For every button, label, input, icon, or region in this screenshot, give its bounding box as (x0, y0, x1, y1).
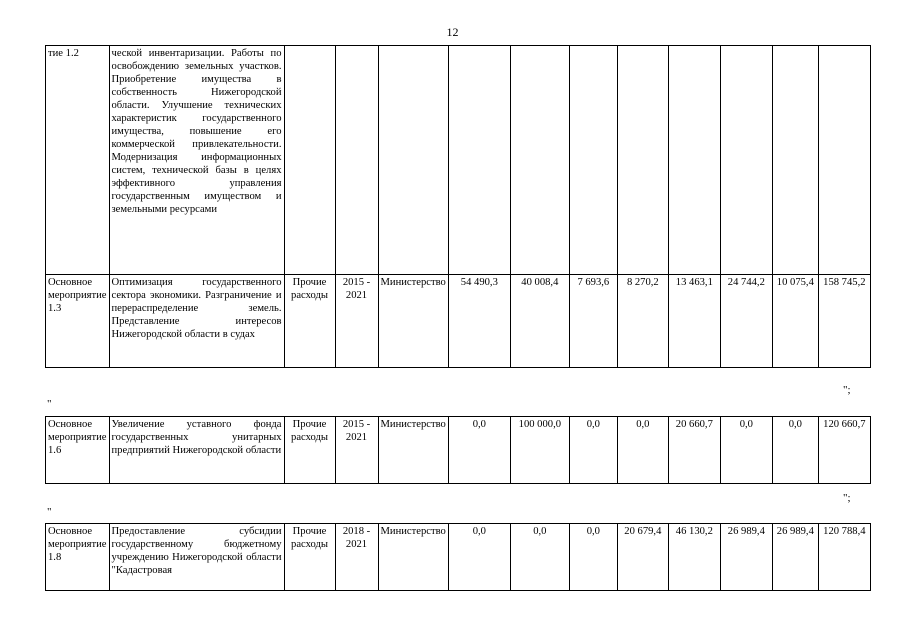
table-block-2 (45, 416, 871, 484)
total-cell: 158 745,2 (818, 275, 870, 368)
value-cell: 26 989,4 (720, 524, 772, 591)
measure-description-cell: ческой инвентаризации. Работы по освобождению земельных участков. Приобретение имущества в собственность Нижегородской области. Улучшение технических характеристик государственного имущества, повышение его коммерческой привлекательности. Модернизация информационных систем, технической базы в целях эффективного управления государственным имуществом и земельными ресурсами (109, 46, 284, 275)
value-cell: 20 660,7 (668, 417, 720, 484)
value-cell: 40 008,4 (510, 275, 569, 368)
value-cell: 0,0 (510, 524, 569, 591)
table-block-3 (45, 523, 871, 591)
measure-id-cell: Основное мероприятие 1.8 (46, 524, 110, 591)
value-cell: 0,0 (569, 417, 617, 484)
table-row (46, 275, 871, 368)
closing-quote: "; (843, 384, 851, 396)
value-cell: 54 490,3 (448, 275, 510, 368)
value-cell: 24 744,2 (720, 275, 772, 368)
period-cell: 2018 - 2021 (335, 524, 378, 591)
value-cell: 0,0 (448, 524, 510, 591)
executor-cell: Министерство (378, 275, 448, 368)
table-row (46, 417, 871, 484)
measure-description-cell: Увеличение уставного фонда государственных унитарных предприятий Нижегородской области (109, 417, 284, 484)
value-cell: 100 000,0 (510, 417, 569, 484)
executor-cell: Министерство (378, 524, 448, 591)
value-cell: 10 075,4 (772, 275, 818, 368)
measure-description-cell: Оптимизация государственного сектора экономики. Разграничение и перераспределение земель. Представление интересов Нижегородской области в судах (109, 275, 284, 368)
value-cell: 0,0 (569, 524, 617, 591)
value-cell: 0,0 (448, 417, 510, 484)
measure-id-cell: Основное мероприятие 1.6 (46, 417, 110, 484)
opening-quote: " (47, 398, 52, 410)
value-cell: 20 679,4 (617, 524, 668, 591)
value-cell: 0,0 (617, 417, 668, 484)
measure-description-cell: Предоставление субсидии государственному бюджетному учреждению Нижегородской области "Кадастровая (109, 524, 284, 591)
total-cell: 120 660,7 (818, 417, 870, 484)
executor-cell: Министерство (378, 417, 448, 484)
value-cell: 0,0 (720, 417, 772, 484)
value-cell: 46 130,2 (668, 524, 720, 591)
closing-quote: "; (843, 492, 851, 504)
expense-type-cell: Прочие расходы (284, 524, 335, 591)
measure-id-cell: Основное мероприятие 1.3 (46, 275, 110, 368)
value-cell: 7 693,6 (569, 275, 617, 368)
expense-type-cell: Прочие расходы (284, 275, 335, 368)
value-cell: 26 989,4 (772, 524, 818, 591)
value-cell: 13 463,1 (668, 275, 720, 368)
period-cell: 2015 - 2021 (335, 275, 378, 368)
expense-type-cell: Прочие расходы (284, 417, 335, 484)
period-cell: 2015 - 2021 (335, 417, 378, 484)
value-cell: 8 270,2 (617, 275, 668, 368)
opening-quote: " (47, 506, 52, 518)
table-block-1 (45, 45, 871, 368)
measure-id-cell: тие 1.2 (46, 46, 110, 275)
value-cell: 0,0 (772, 417, 818, 484)
page-number: 12 (446, 25, 459, 39)
table-row (46, 46, 871, 275)
table-row (46, 524, 871, 591)
total-cell: 120 788,4 (818, 524, 870, 591)
